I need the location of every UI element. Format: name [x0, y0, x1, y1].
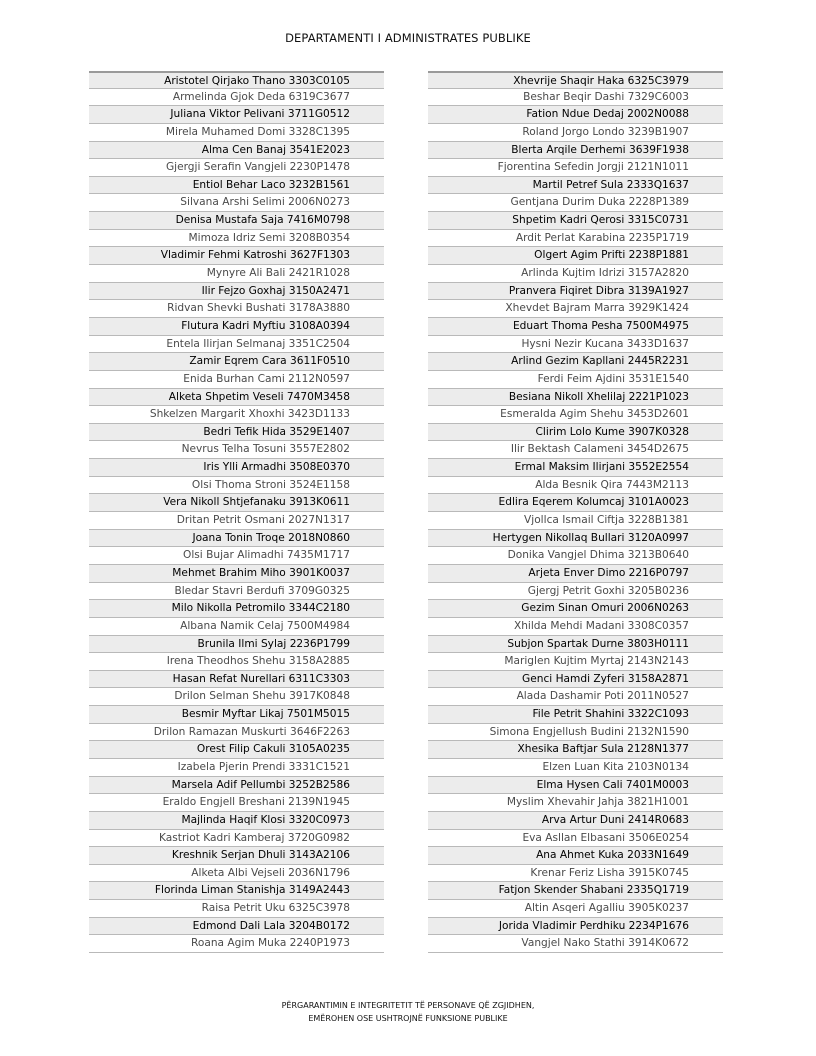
list-item: Mehmet Brahim Miho 3901K0037 — [89, 565, 384, 583]
list-item: Shpetim Kadri Qerosi 3315C0731 — [428, 212, 723, 230]
list-item: Olsi Bujar Alimadhi 7435M1717 — [89, 547, 384, 565]
list-item: Pranvera Fiqiret Dibra 3139A1927 — [428, 283, 723, 301]
list-item: Fjorentina Sefedin Jorgji 2121N1011 — [428, 159, 723, 177]
document-footer — [0, 999, 816, 1025]
list-item: Alada Dashamir Poti 2011N0527 — [428, 688, 723, 706]
list-item: Beshar Beqir Dashi 7329C6003 — [428, 89, 723, 107]
list-item: Bedri Tefik Hida 3529E1407 — [89, 424, 384, 442]
list-item: Altin Asqeri Agalliu 3905K0237 — [428, 900, 723, 918]
list-item: Ana Ahmet Kuka 2033N1649 — [428, 847, 723, 865]
list-item: Alketa Albi Vejseli 2036N1796 — [89, 865, 384, 883]
list-item: Edlira Eqerem Kolumcaj 3101A0023 — [428, 494, 723, 512]
list-item: Gentjana Durim Duka 2228P1389 — [428, 194, 723, 212]
list-item: Dritan Petrit Osmani 2027N1317 — [89, 512, 384, 530]
list-item: Entiol Behar Laco 3232B1561 — [89, 177, 384, 195]
list-item: Majlinda Haqif Klosi 3320C0973 — [89, 812, 384, 830]
list-item: Xhilda Mehdi Madani 3308C0357 — [428, 618, 723, 636]
list-item: Bledar Stavri Berdufi 3709G0325 — [89, 583, 384, 601]
list-item: Elzen Luan Kita 2103N0134 — [428, 759, 723, 777]
list-item: Besmir Myftar Likaj 7501M5015 — [89, 706, 384, 724]
list-item: Shkelzen Margarit Xhoxhi 3423D1133 — [89, 406, 384, 424]
list-item: Krenar Feriz Lisha 3915K0745 — [428, 865, 723, 883]
list-item: Edmond Dali Lala 3204B0172 — [89, 918, 384, 936]
list-item: Ardit Perlat Karabina 2235P1719 — [428, 230, 723, 248]
list-item: File Petrit Shahini 3322C1093 — [428, 706, 723, 724]
list-item: Joana Tonin Troqe 2018N0860 — [89, 530, 384, 548]
footer-line-2: EMËROHEN OSE USHTROJNË FUNKSIONE PUBLIKE — [308, 1014, 508, 1023]
list-item: Brunila Ilmi Sylaj 2236P1799 — [89, 636, 384, 654]
list-item: Izabela Pjerin Prendi 3331C1521 — [89, 759, 384, 777]
list-item: Mynyre Ali Bali 2421R1028 — [89, 265, 384, 283]
list-item: Subjon Spartak Durne 3803H0111 — [428, 636, 723, 654]
list-item: Jorida Vladimir Perdhiku 2234P1676 — [428, 918, 723, 936]
left-name-list — [89, 71, 384, 953]
list-item: Roana Agim Muka 2240P1973 — [89, 935, 384, 953]
list-item: Vera Nikoll Shtjefanaku 3913K0611 — [89, 494, 384, 512]
list-item: Marsela Adif Pellumbi 3252B2586 — [89, 777, 384, 795]
list-item: Mariglen Kujtim Myrtaj 2143N2143 — [428, 653, 723, 671]
list-item: Hasan Refat Nurellari 6311C3303 — [89, 671, 384, 689]
list-item: Nevrus Telha Tosuni 3557E2802 — [89, 441, 384, 459]
list-item: Gjergj Petrit Goxhi 3205B0236 — [428, 583, 723, 601]
list-item: Ferdi Feim Ajdini 3531E1540 — [428, 371, 723, 389]
list-item: Ilir Fejzo Goxhaj 3150A2471 — [89, 283, 384, 301]
list-item: Mimoza Idriz Semi 3208B0354 — [89, 230, 384, 248]
list-item: Besiana Nikoll Xhelilaj 2221P1023 — [428, 389, 723, 407]
list-item: Fation Ndue Dedaj 2002N0088 — [428, 106, 723, 124]
list-item: Roland Jorgo Londo 3239B1907 — [428, 124, 723, 142]
list-item: Olgert Agim Prifti 2238P1881 — [428, 247, 723, 265]
list-item: Flutura Kadri Myftiu 3108A0394 — [89, 318, 384, 336]
list-item: Drilon Selman Shehu 3917K0848 — [89, 688, 384, 706]
list-item: Denisa Mustafa Saja 7416M0798 — [89, 212, 384, 230]
list-item: Esmeralda Agim Shehu 3453D2601 — [428, 406, 723, 424]
list-item: Xhesika Baftjar Sula 2128N1377 — [428, 741, 723, 759]
list-item: Alma Cen Banaj 3541E2023 — [89, 142, 384, 160]
list-item: Eva Asllan Elbasani 3506E0254 — [428, 830, 723, 848]
list-item: Myslim Xhevahir Jahja 3821H1001 — [428, 794, 723, 812]
list-item: Gezim Sinan Omuri 2006N0263 — [428, 600, 723, 618]
right-name-list — [428, 71, 723, 953]
list-item: Enida Burhan Cami 2112N0597 — [89, 371, 384, 389]
list-item: Silvana Arshi Selimi 2006N0273 — [89, 194, 384, 212]
list-item: Eraldo Engjell Breshani 2139N1945 — [89, 794, 384, 812]
list-item: Arva Artur Duni 2414R0683 — [428, 812, 723, 830]
list-item: Irena Theodhos Shehu 3158A2885 — [89, 653, 384, 671]
list-item: Fatjon Skender Shabani 2335Q1719 — [428, 882, 723, 900]
list-item: Simona Engjellush Budini 2132N1590 — [428, 724, 723, 742]
document-title: DEPARTAMENTI I ADMINISTRATES PUBLIKE — [285, 31, 531, 45]
list-item: Albana Namik Celaj 7500M4984 — [89, 618, 384, 636]
list-item: Kreshnik Serjan Dhuli 3143A2106 — [89, 847, 384, 865]
footer-line-1: PËRGARANTIMIN E INTEGRITETIT TË PERSONAVE QË ZGJIDHEN, — [281, 1001, 535, 1010]
list-item: Hertygen Nikollaq Bullari 3120A0997 — [428, 530, 723, 548]
list-item: Vangjel Nako Stathi 3914K0672 — [428, 935, 723, 953]
list-item: Juliana Viktor Pelivani 3711G0512 — [89, 106, 384, 124]
list-item: Zamir Eqrem Cara 3611F0510 — [89, 353, 384, 371]
list-item: Alda Besnik Qira 7443M2113 — [428, 477, 723, 495]
list-item: Aristotel Qirjako Thano 3303C0105 — [89, 71, 384, 89]
list-item: Armelinda Gjok Deda 6319C3677 — [89, 89, 384, 107]
list-item: Olsi Thoma Stroni 3524E1158 — [89, 477, 384, 495]
list-item: Genci Hamdi Zyferi 3158A2871 — [428, 671, 723, 689]
list-item: Arjeta Enver Dimo 2216P0797 — [428, 565, 723, 583]
list-item: Arlind Gezim Kapllani 2445R2231 — [428, 353, 723, 371]
list-item: Drilon Ramazan Muskurti 3646F2263 — [89, 724, 384, 742]
list-item: Xhevdet Bajram Marra 3929K1424 — [428, 300, 723, 318]
list-item: Kastriot Kadri Kamberaj 3720G0982 — [89, 830, 384, 848]
list-item: Ridvan Shevki Bushati 3178A3880 — [89, 300, 384, 318]
list-item: Florinda Liman Stanishja 3149A2443 — [89, 882, 384, 900]
list-item: Ilir Bektash Calameni 3454D2675 — [428, 441, 723, 459]
list-item: Vjollca Ismail Ciftja 3228B1381 — [428, 512, 723, 530]
list-item: Xhevrije Shaqir Haka 6325C3979 — [428, 71, 723, 89]
list-item: Ermal Maksim Ilirjani 3552E2554 — [428, 459, 723, 477]
list-item: Elma Hysen Cali 7401M0003 — [428, 777, 723, 795]
list-item: Vladimir Fehmi Katroshi 3627F1303 — [89, 247, 384, 265]
list-item: Martil Petref Sula 2333Q1637 — [428, 177, 723, 195]
list-item: Arlinda Kujtim Idrizi 3157A2820 — [428, 265, 723, 283]
list-item: Hysni Nezir Kucana 3433D1637 — [428, 336, 723, 354]
list-item: Raisa Petrit Uku 6325C3978 — [89, 900, 384, 918]
list-item: Blerta Arqile Derhemi 3639F1938 — [428, 142, 723, 160]
list-item: Mirela Muhamed Domi 3328C1395 — [89, 124, 384, 142]
list-item: Iris Ylli Armadhi 3508E0370 — [89, 459, 384, 477]
list-item: Clirim Lolo Kume 3907K0328 — [428, 424, 723, 442]
list-item: Eduart Thoma Pesha 7500M4975 — [428, 318, 723, 336]
list-item: Alketa Shpetim Veseli 7470M3458 — [89, 389, 384, 407]
list-item: Donika Vangjel Dhima 3213B0640 — [428, 547, 723, 565]
list-item: Gjergji Serafin Vangjeli 2230P1478 — [89, 159, 384, 177]
list-item: Entela Ilirjan Selmanaj 3351C2504 — [89, 336, 384, 354]
list-item: Orest Filip Cakuli 3105A0235 — [89, 741, 384, 759]
list-item: Milo Nikolla Petromilo 3344C2180 — [89, 600, 384, 618]
